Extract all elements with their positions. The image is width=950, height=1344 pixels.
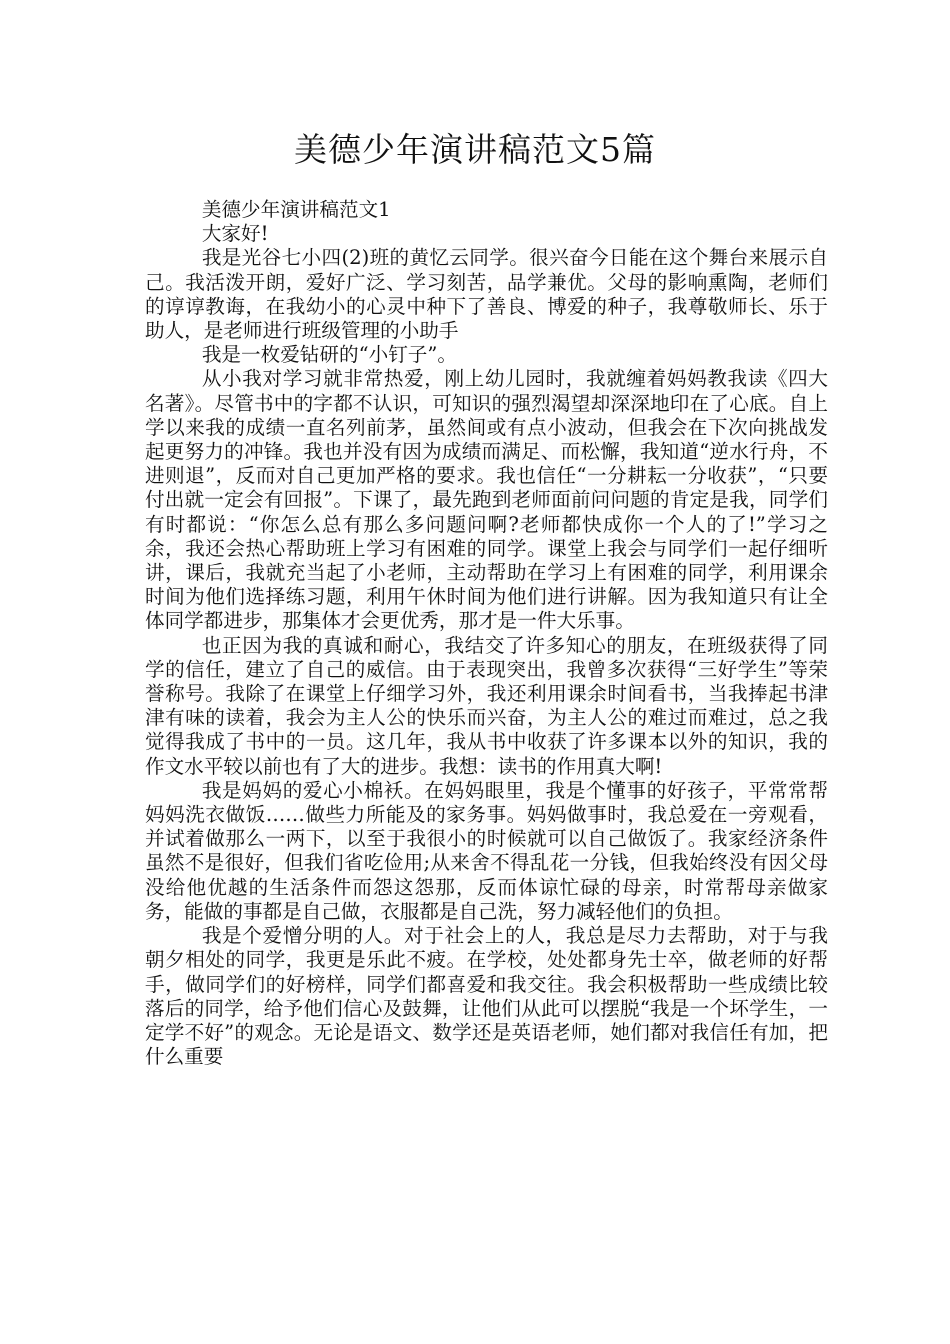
document-body	[145, 198, 828, 1069]
body-paragraph: 也正因为我的真诚和耐心，我结交了许多知心的朋友，在班级获得了同学的信任，建立了自己的威信。由于表现突出，我曾多次获得“三好学生”等荣誉称号。我除了在课堂上仔细学习外，我还利用课余时间看书，当我捧起书津津有味的读着，我会为主人公的快乐而兴奋，为主人公的难过而难过，总之我觉得我成了书中的一员。这几年，我从书中收获了许多课本以外的知识，我的作文水平较以前也有了大的进步。我想：读书的作用真大啊!	[145, 633, 828, 778]
body-paragraph: 从小我对学习就非常热爱，刚上幼儿园时，我就缠着妈妈教我读《四大名著》。尽管书中的字都不认识，可知识的强烈渴望却深深地印在了心底。自上学以来我的成绩一直名列前茅，虽然间或有点小波动，但我会在下次向挑战发起更努力的冲锋。我也并没有因为成绩而满足、而松懈，我知道“逆水行舟，不进则退”，反而对自己更加严格的要求。我也信任“一分耕耘一分收获”，“只要付出就一定会有回报”。下课了，最先跑到老师面前问问题的肯定是我，同学们有时都说：“你怎么总有那么多问题问啊?老师都快成你一个人的了!”学习之余，我还会热心帮助班上学习有困难的同学。课堂上我会与同学们一起仔细听讲，课后，我就充当起了小老师，主动帮助在学习上有困难的同学，利用课余时间为他们选择练习题，利用午休时间为他们进行讲解。因为我知道只有让全体同学都进步，那集体才会更优秀，那才是一件大乐事。	[145, 367, 828, 633]
body-paragraph: 我是个爱憎分明的人。对于社会上的人，我总是尽力去帮助，对于与我朝夕相处的同学，我更是乐此不疲。在学校，处处都身先士卒，做老师的好帮手，做同学们的好榜样，同学们都喜爱和我交往。我会积极帮助一些成绩比较落后的同学，给予他们信心及鼓舞，让他们从此可以摆脱“我是一个坏学生，一定学不好”的观念。无论是语文、数学还是英语老师，她们都对我信任有加，把什么重要	[145, 924, 828, 1069]
body-paragraph: 我是光谷七小四(2)班的黄忆云同学。很兴奋今日能在这个舞台来展示自己。我活泼开朗，爱好广泛、学习刻苦，品学兼优。父母的影响熏陶，老师们的谆谆教诲，在我幼小的心灵中种下了善良、博爱的种子，我尊敬师长、乐于助人，是老师进行班级管理的小助手	[145, 246, 828, 343]
section-heading: 美德少年演讲稿范文1	[201, 198, 391, 221]
document-title: 美德少年演讲稿范文5篇	[294, 130, 656, 169]
body-paragraph: 我是一枚爱钻研的“小钉子”。	[201, 343, 457, 367]
greeting-paragraph: 大家好!	[201, 222, 269, 246]
body-paragraph: 我是妈妈的爱心小棉袄。在妈妈眼里，我是个懂事的好孩子，平常常帮妈妈洗衣做饭……做些力所能及的家务事。妈妈做事时，我总爱在一旁观看，并试着做那么一两下，以至于我很小的时候就可以自己做饭了。我家经济条件虽然不是很好，但我们省吃俭用;从来舍不得乱花一分钱，但我始终没有因父母没给他优越的生活条件而怨这怨那，反而体谅忙碌的母亲，时常帮母亲做家务，能做的事都是自己做，衣服都是自己洗，努力减轻他们的负担。	[145, 778, 828, 923]
